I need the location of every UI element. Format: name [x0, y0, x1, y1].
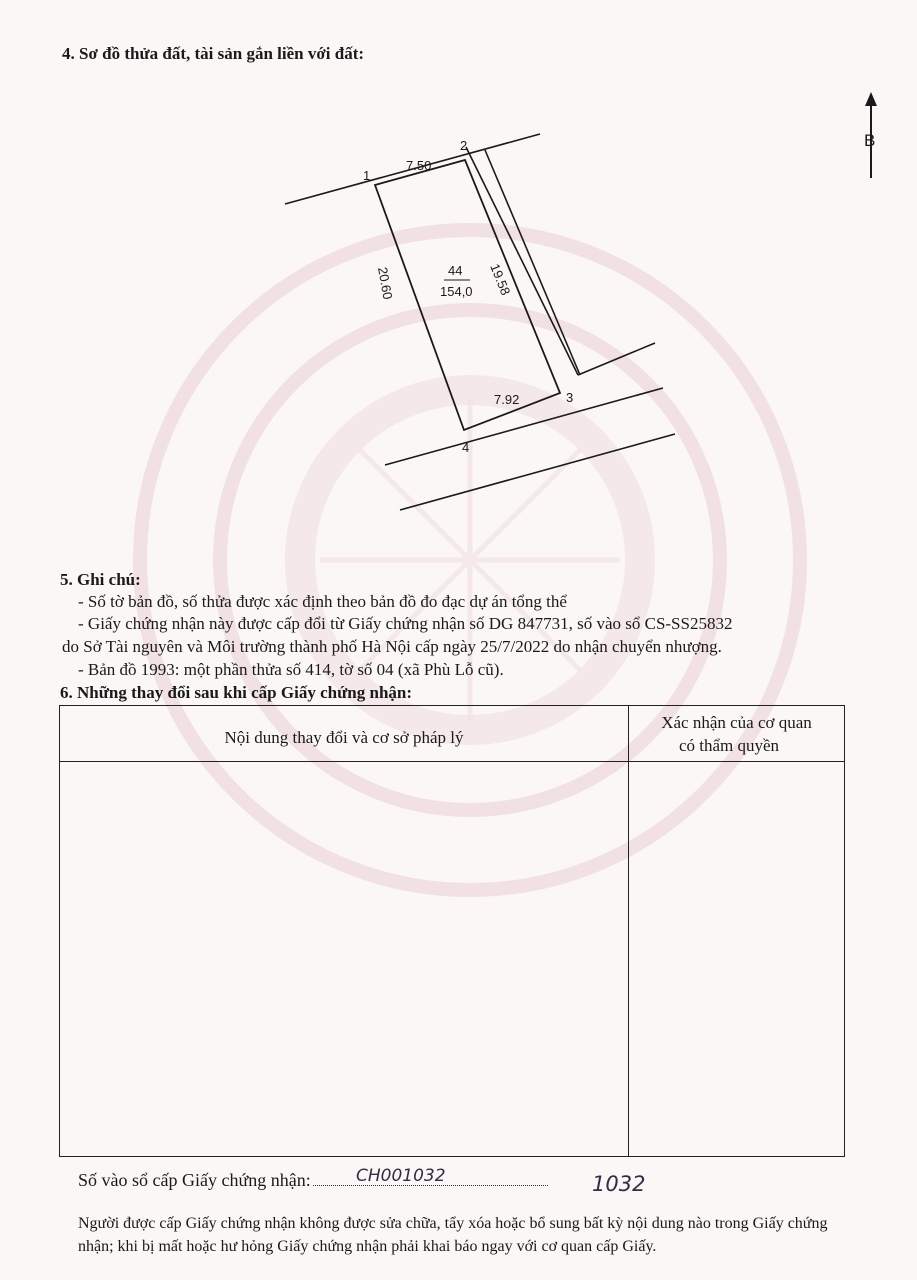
vertex-4-label: 4: [462, 440, 470, 455]
table-header-confirmation-line2: có thẩm quyền: [678, 736, 780, 755]
edge-1-2-length: 7.50: [406, 158, 432, 173]
table-header-content: Nội dung thay đổi và cơ sở pháp lý: [224, 728, 464, 747]
land-plot-diagram: [270, 90, 890, 550]
handwritten-registration-number: 1032: [592, 1172, 646, 1196]
table-header-confirmation-line1: Xác nhận của cơ quan: [661, 713, 812, 732]
note-line-3: do Sở Tài nguyên và Môi trường thành phố Hà Nội cấp ngày 25/7/2022 do nhận chuyển nhượng.: [62, 637, 722, 656]
note-line-1: - Số tờ bản đồ, số thửa được xác định theo bản đồ đo đạc dự án tổng thể: [78, 592, 567, 611]
road-line-near: [385, 388, 663, 465]
vertex-3-label: 3: [566, 390, 574, 405]
vertex-1-label: 1: [363, 168, 371, 183]
table-header-divider: [60, 761, 844, 762]
vertex-2-label: 2: [460, 138, 468, 153]
side-lane-end-line: [578, 343, 655, 375]
registration-line: [78, 1170, 548, 1191]
note-line-4: - Bản đồ 1993: một phần thửa số 414, tờ số 04 (xã Phù Lỗ cũ).: [78, 660, 504, 679]
parcel-number: 44: [448, 263, 463, 278]
footer-warning: Người được cấp Giấy chứng nhận không được sửa chữa, tẩy xóa hoặc bổ sung bất kỳ nội dung nào trong Giấy chứng nhận; khi bị mất hoặc hư hỏng Giấy chứng nhận phải khai báo ngay với cơ quan cấp Giấy.: [78, 1215, 828, 1255]
section-4-title: 4. Sơ đồ thửa đất, tài sản gắn liền với đất:: [62, 44, 365, 63]
side-lane-line-left: [466, 147, 578, 375]
table-column-divider: [628, 706, 629, 1156]
registration-label: Số vào sổ cấp Giấy chứng nhận:: [78, 1170, 311, 1190]
parcel-area: 154,0: [440, 284, 473, 299]
edge-2-3-length: 19.58: [487, 261, 514, 298]
section-6-title: 6. Những thay đổi sau khi cấp Giấy chứng nhận:: [60, 683, 413, 702]
edge-3-4-length: 7.92: [494, 392, 520, 407]
north-label: B: [864, 131, 876, 150]
note-line-2: - Giấy chứng nhận này được cấp đổi từ Giấy chứng nhận số DG 847731, số vào sổ CS-SS25832: [78, 614, 733, 633]
road-line-far: [400, 434, 675, 510]
changes-table: [59, 705, 845, 1157]
handwritten-registration-code: CH001032: [356, 1166, 446, 1186]
section-5-title: 5. Ghi chú:: [60, 570, 141, 589]
edge-4-1-length: 20.60: [375, 265, 396, 301]
